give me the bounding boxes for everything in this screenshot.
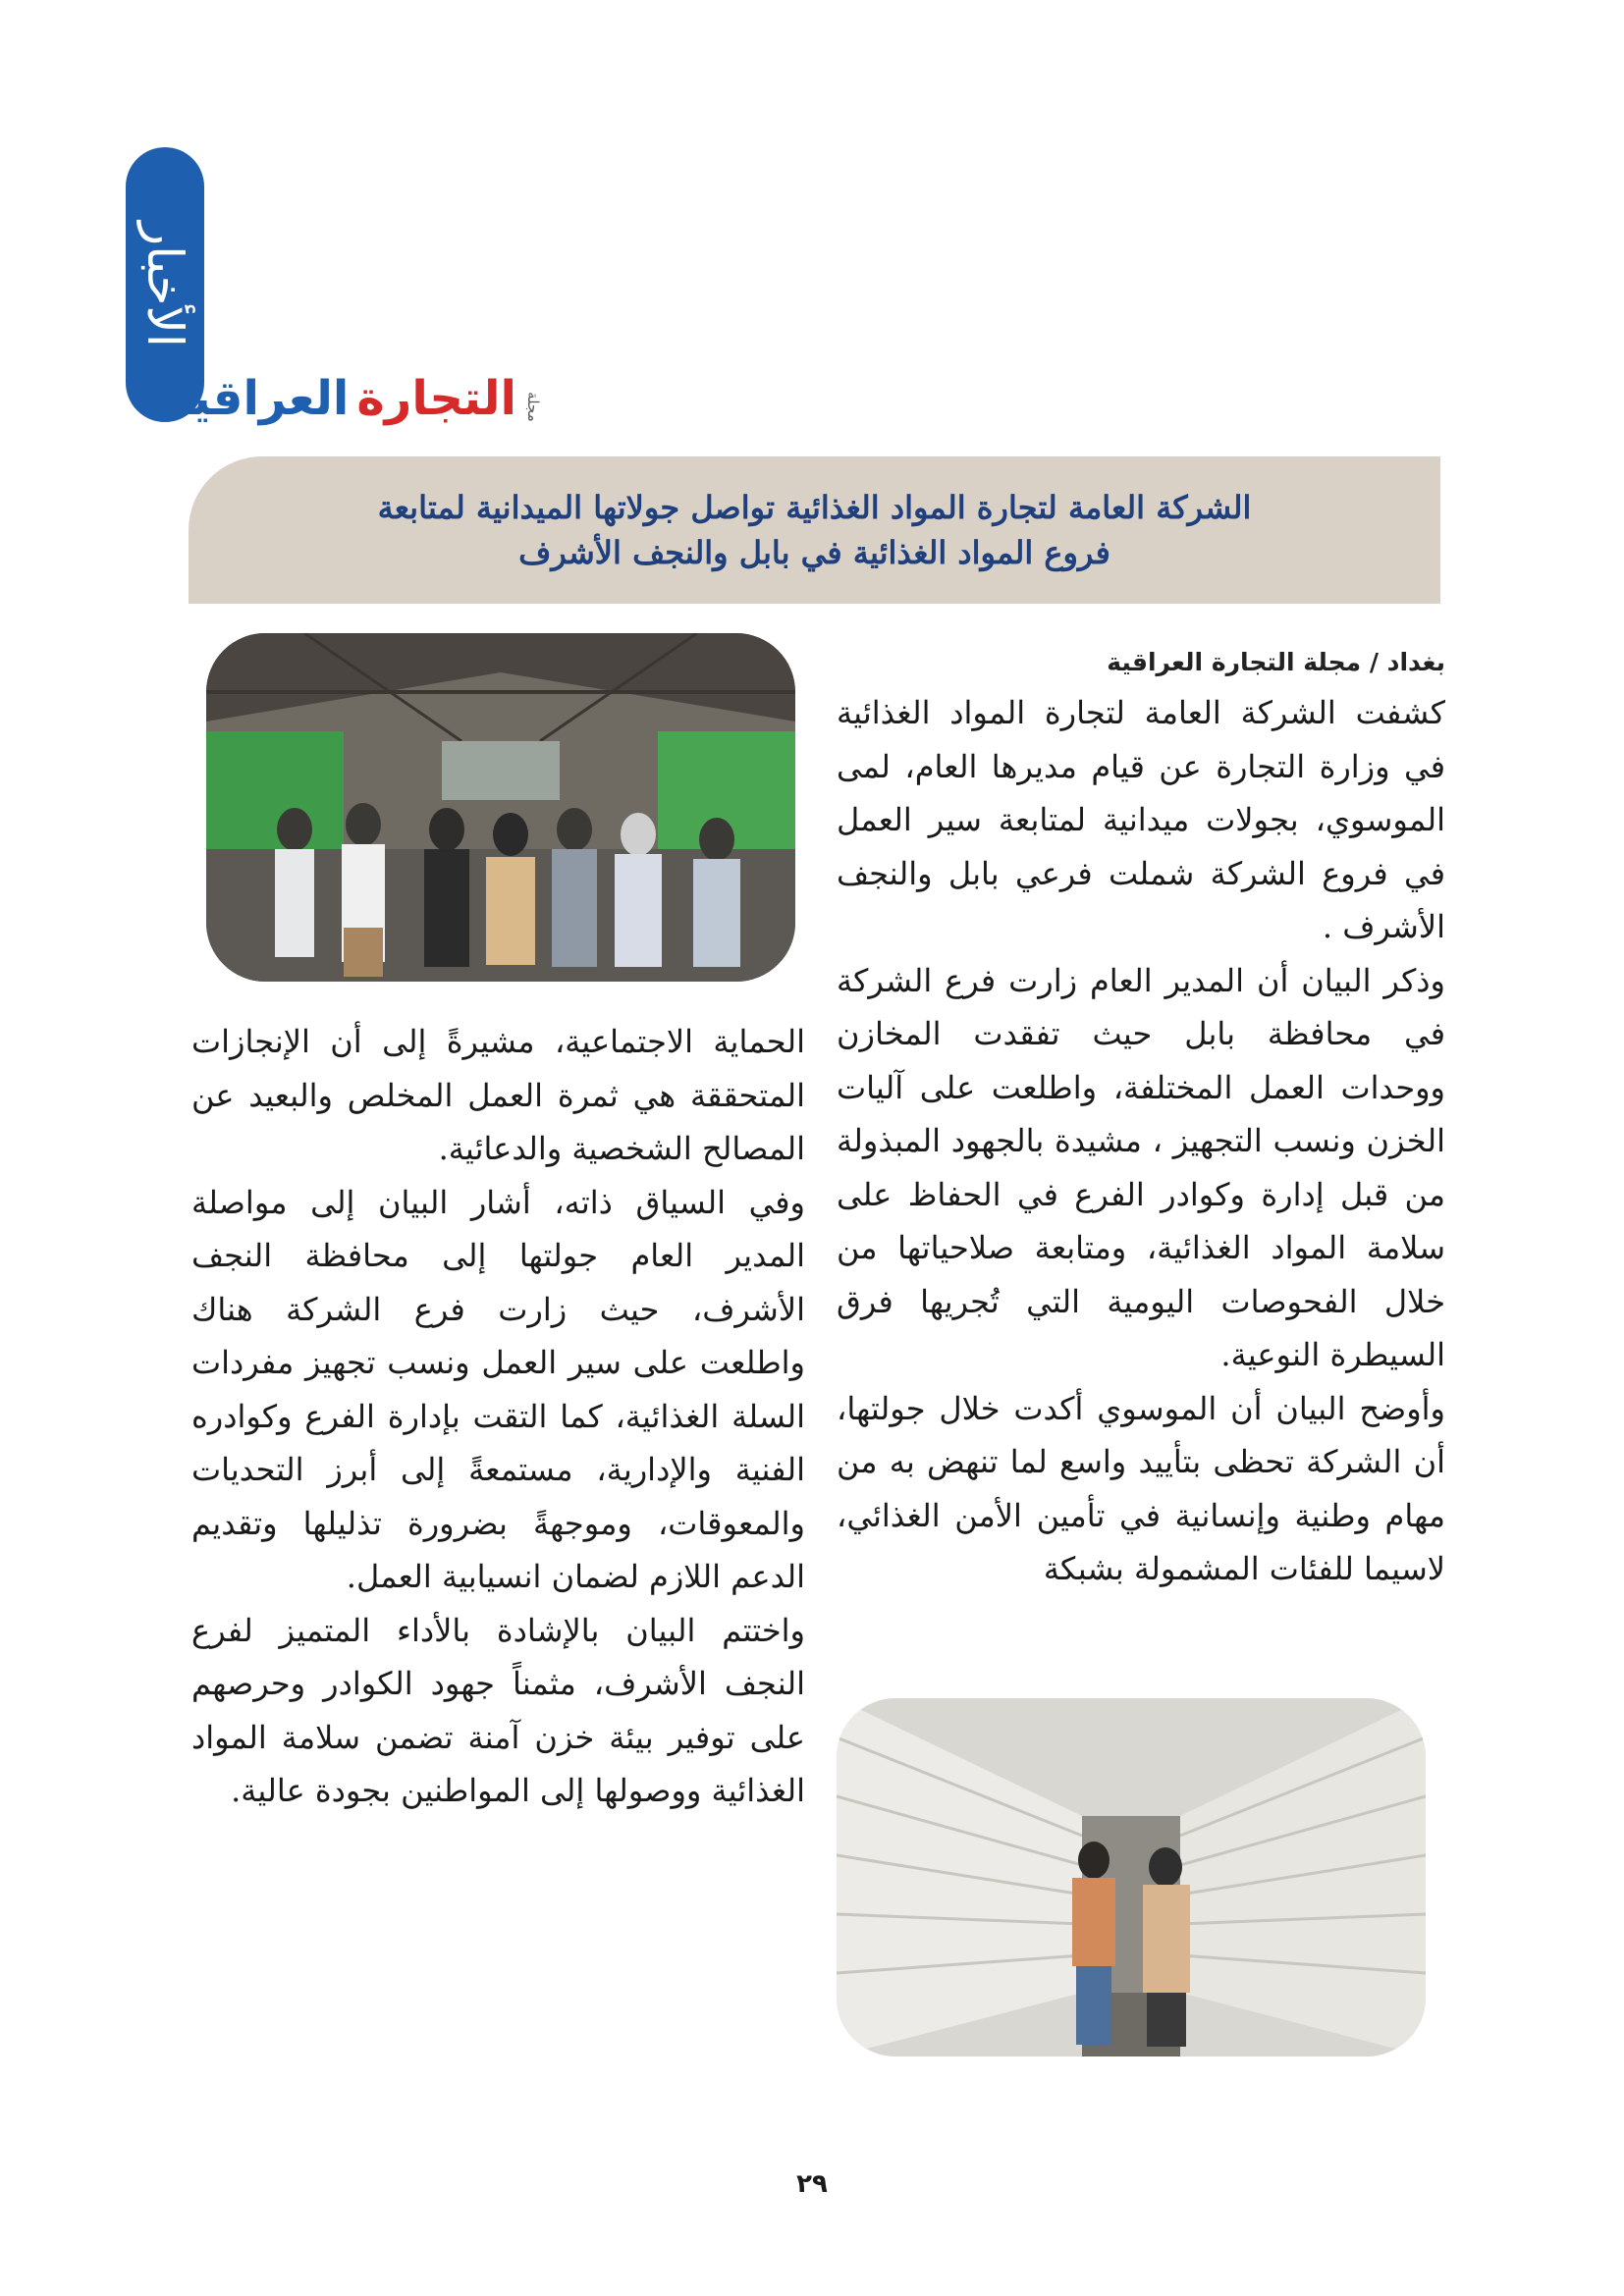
headline-line-1: الشركة العامة لتجارة المواد الغذائية تواصل جولاتها الميدانية لمتابعة: [377, 488, 1252, 526]
headline-box: [189, 456, 1440, 604]
article-paragraph: الحماية الاجتماعية، مشيرةً إلى أن الإنجازات المتحققة هي ثمرة العمل المخلص والبعيد عن المصالح الشخصية والدعائية.: [191, 1023, 805, 1167]
article-paragraph: وفي السياق ذاته، أشار البيان إلى مواصلة المدير العام جولتها إلى محافظة النجف الأشرف، حيث زارت فرع الشركة هناك واطلعت على سير العمل ونسب تجهيز مفردات السلة الغذائية، كما التقت بإدارة الفرع وكوادره الفنية والإدارية، مستمعةً إلى أبرز التحديات والمعوقات، وموجهةً بضرورة تذليلها وتقديم الدعم اللازم لضمان انسيابية العمل.: [191, 1183, 805, 1595]
article-paragraph: كشفت الشركة العامة لتجارة المواد الغذائية في وزارة التجارة عن قيام مديرها العام، لمى الموسوي، بجولات ميدانية لمتابعة سير العمل في فروع الشركة شملت فرعي بابل والنجف الأشرف .: [837, 694, 1445, 945]
article-left-column: [191, 1015, 805, 1818]
article-paragraph: وأوضح البيان أن الموسوي أكدت خلال جولتها، أن الشركة تحظى بتأييد واسع لما تنهض به من مهام وطنية وإنسانية في تأمين الأمن الغذائي، لاسيما للفئات المشمولة بشبكة: [837, 1389, 1445, 1587]
page-number: ٢٩: [796, 2169, 828, 2199]
logo-name-part2: العراقية: [164, 371, 350, 426]
logo-small-label: مجلة: [524, 392, 542, 422]
magazine-logo: [164, 353, 542, 426]
section-tab-label: الأخبار: [136, 222, 193, 347]
photo-warehouse-tour: [206, 633, 795, 982]
headline-line-2: فروع المواد الغذائية في بابل والنجف الأشرف: [518, 534, 1110, 571]
article-paragraph: وذكر البيان أن المدير العام زارت فرع الشركة في محافظة بابل حيث تفقدت المخازن ووحدات العمل المختلفة، واطلعت على آليات الخزن ونسب التجهيز ، مشيدة بالجهود المبذولة من قبل إدارة وكوادر الفرع في الحفاظ على سلامة المواد الغذائية، ومتابعة صلاحياتها من خلال الفحوصات اليومية التي تُجريها فرق السيطرة النوعية.: [837, 961, 1445, 1373]
article-dateline: بغداد / مجلة التجارة العراقية: [1107, 648, 1445, 676]
article-right-column: [837, 648, 1445, 1596]
logo-name-part1: التجارة: [356, 371, 516, 426]
article-paragraph: واختتم البيان بالإشادة بالأداء المتميز لفرع النجف الأشرف، مثمناً جهود الكوادر وحرصهم على توفير بيئة خزن آمنة تضمن سلامة المواد الغذائية ووصولها إلى المواطنين بجودة عالية.: [191, 1611, 805, 1809]
photo-sacks-aisle: [837, 1698, 1426, 2056]
